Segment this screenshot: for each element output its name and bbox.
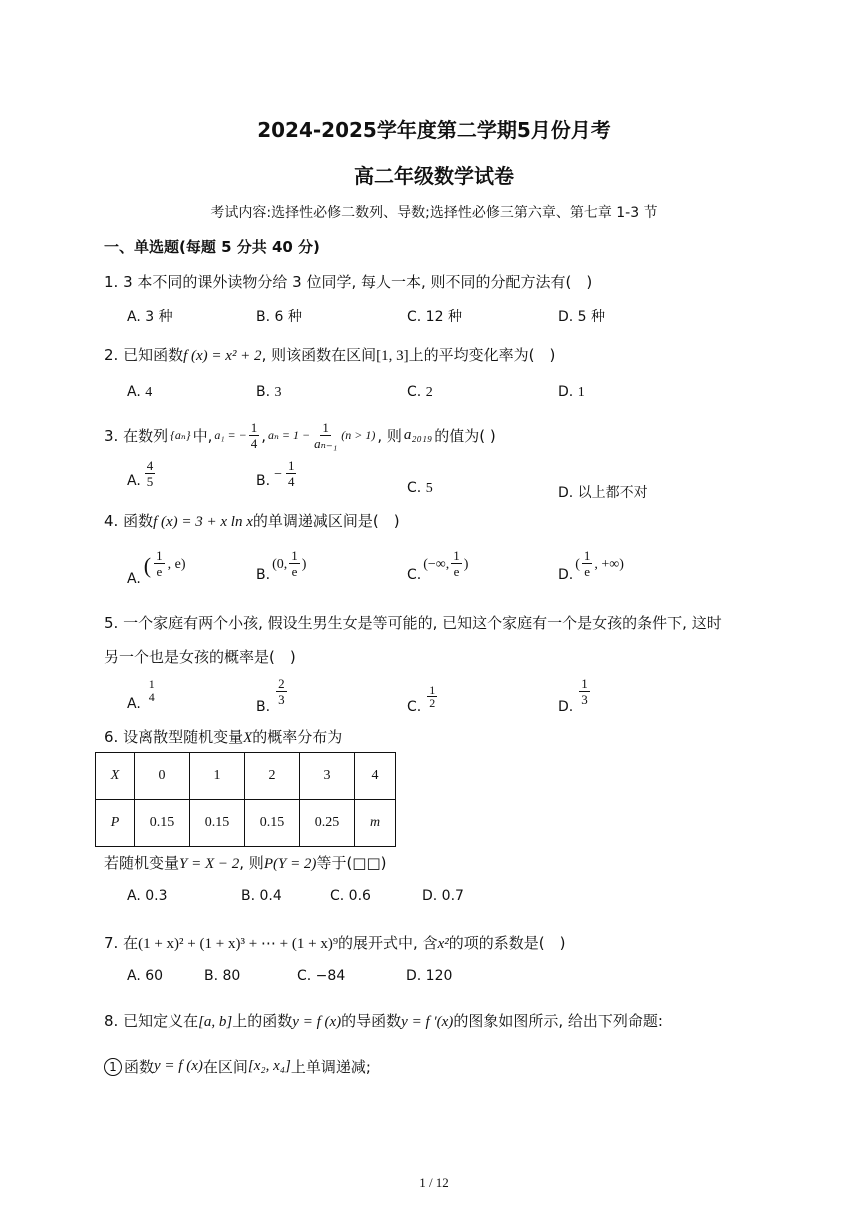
q7-option-d: D. 120 (406, 968, 453, 984)
question-6-stem: 6. 设离散型随机变量X的概率分布为 (104, 728, 343, 746)
q3-comma: , (261, 426, 266, 445)
q3-an-lhs: aₙ = 1 − (268, 428, 311, 442)
q5-option-c: C. $\frac{1}{2}$ (407, 683, 436, 715)
table-cell: m (355, 800, 396, 847)
q1-option-c: C. 12 种 (407, 309, 462, 325)
q7-option-c: C. −84 (297, 968, 346, 984)
q4-function: f (x) = 3 + x ln x (153, 514, 253, 530)
q6-option-b: B. 0.4 (241, 888, 282, 904)
q7-option-a: A. 60 (127, 968, 164, 984)
table-cell: 0.25 (300, 800, 355, 847)
q1-option-b: B. 6 种 (256, 309, 302, 325)
q3-sequence: {aₙ} (170, 428, 191, 442)
q4-option-d: D. ( $\frac{1}{e}$ , +∞) (558, 548, 624, 583)
q6-option-c: C. 0.6 (330, 888, 371, 904)
q2-function: f (x) = x² + 2 (183, 348, 262, 364)
q3-suffix: 的值为( ) (434, 427, 496, 445)
table-cell: 2 (245, 753, 300, 800)
circled-number: 1 (104, 1058, 122, 1076)
table-cell: 0.15 (135, 800, 190, 847)
q3-mid1: 中, (192, 427, 213, 445)
q3-target: a₂₀₁₉ (403, 427, 433, 443)
table-cell: 0.15 (190, 800, 245, 847)
q3-a1-lhs: a₁ = − (214, 428, 247, 442)
q3-option-d: D. 以上都不对 (558, 485, 648, 501)
q3-condition: (n > 1) (341, 428, 376, 442)
q5-option-d: D. $\frac{1}{3}$ (558, 676, 588, 715)
page-number: 1 / 12 (419, 1175, 449, 1190)
q6-variable: X (243, 730, 253, 746)
q2-option-a: A. 4 (127, 384, 153, 400)
q3-option-b: B. − $\frac{1}{4}$ (256, 458, 295, 489)
q2-suffix: 上的平均变化率为( ) (408, 346, 556, 364)
q5-option-b: B. $\frac{2}{3}$ (256, 676, 285, 715)
table-cell: P (96, 800, 135, 847)
table-row (96, 800, 396, 847)
q2-mid: , 则该函数在区间 (261, 346, 377, 364)
table-cell: 0.15 (245, 800, 300, 847)
question-4-stem: 4. 函数f (x) = 3 + x ln x的单调递减区间是( ) (104, 512, 400, 530)
q3-prefix: 3. 在数列 (104, 427, 169, 445)
question-2-stem (104, 344, 555, 365)
q7-option-b: B. 80 (204, 968, 241, 984)
exam-subtitle: 高二年级数学试卷 (354, 164, 514, 188)
table-cell: 4 (355, 753, 396, 800)
q1-option-a: A. 3 种 (127, 309, 173, 325)
q2-option-c: C. 2 (407, 384, 433, 400)
q7-expression: (1 + x)² + (1 + x)³ + ⋯ + (1 + x)⁹ (138, 936, 339, 952)
q4-option-b: B. (0, $\frac{1}{e}$ ) (256, 548, 307, 583)
q2-prefix: 2. 已知函数 (104, 346, 184, 364)
question-8-stem: 8. 已知定义在[a, b]上的函数y = f (x)的导函数y = f ′(x)的图象如图所示, 给出下列命题: (104, 1012, 663, 1030)
q6-condition: 若随机变量Y = X − 2, 则P(Y = 2)等于(□□) (104, 854, 387, 872)
question-5-line2: 另一个也是女孩的概率是( ) (104, 648, 296, 666)
q3-mid2: , 则 (377, 427, 402, 445)
table-cell: 3 (300, 753, 355, 800)
question-5-line1: 5. 一个家庭有两个小孩, 假设生男生女是等可能的, 已知这个家庭有一个是女孩的条件下, 这时 (104, 614, 722, 632)
q4-option-c: C. (−∞, $\frac{1}{e}$ ) (407, 548, 469, 583)
exam-title: 2024-2025学年度第二学期5月份月考 (257, 118, 611, 142)
table-cell: 1 (190, 753, 245, 800)
q4-option-a: A. ( $\frac{1}{e}$ , e) (127, 548, 186, 587)
q1-option-d: D. 5 种 (558, 309, 606, 325)
table-row (96, 753, 396, 800)
table-cell: 0 (135, 753, 190, 800)
exam-scope: 考试内容:选择性必修二数列、导数;选择性必修三第六章、第七章 1-3 节 (210, 205, 658, 221)
section-heading: 一、单选题(每题 5 分共 40 分) (104, 238, 320, 256)
q3-an-fraction: $\frac{1}{\text{aₙ₋₁}}$ (314, 420, 338, 451)
q3-option-a: A. $\frac{4}{5}$ (127, 458, 154, 489)
question-7-stem: 7. 在(1 + x)² + (1 + x)³ + ⋯ + (1 + x)⁹的展开式中, 含x²的项的系数是( ) (104, 934, 566, 952)
q6-option-a: A. 0.3 (127, 888, 168, 904)
q2-interval: [1, 3] (376, 348, 409, 364)
q6-option-d: D. 0.7 (422, 888, 464, 904)
question-3-stem (104, 420, 496, 451)
q8-proposition-1: 1 函数 y = f (x) 在区间 [x₂, x₄] 上单调递减; (104, 1056, 371, 1077)
table-cell: X (96, 753, 135, 800)
q3-option-c: C. 5 (407, 480, 433, 496)
distribution-table (95, 752, 396, 847)
q2-option-d: D. 1 (558, 384, 585, 400)
q5-option-a: A. 1 4 (127, 677, 155, 712)
q2-option-b: B. 3 (256, 384, 282, 400)
question-1-stem: 1. 3 本不同的课外读物分给 3 位同学, 每人一本, 则不同的分配方法有( ) (104, 273, 593, 291)
q3-a1-fraction: $\frac{1}{4}$ (250, 420, 258, 451)
